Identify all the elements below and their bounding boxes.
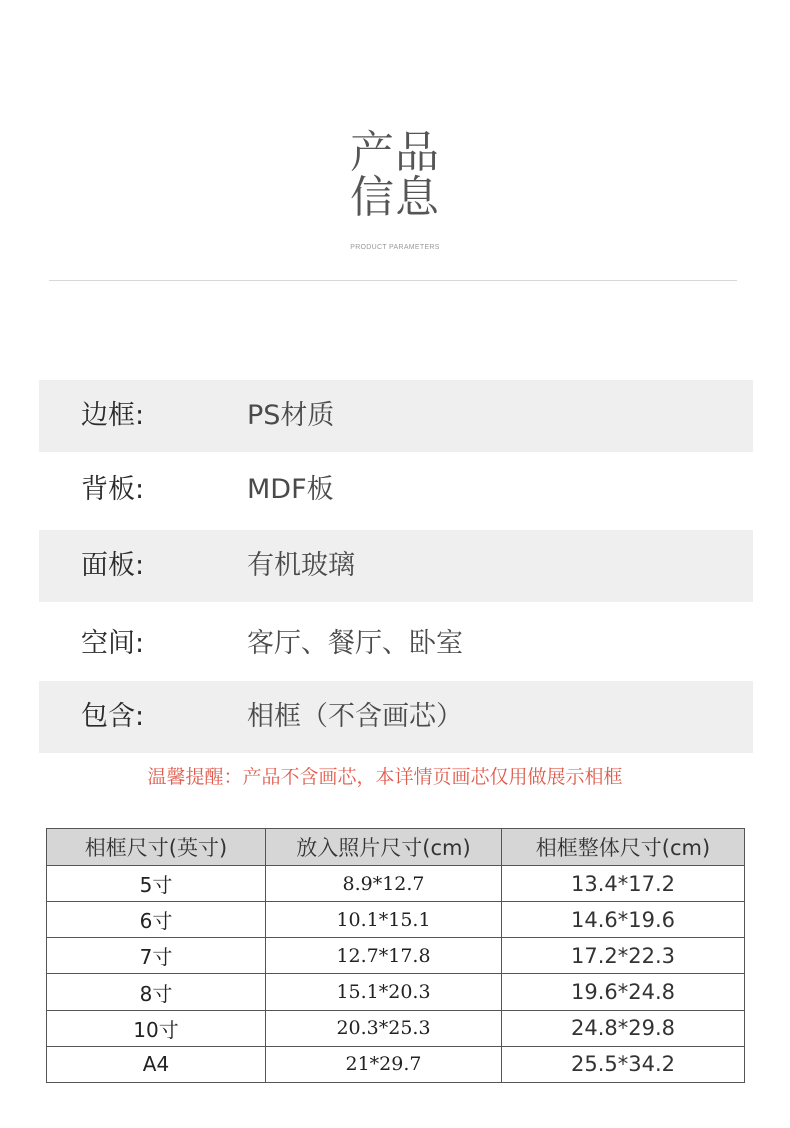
frame-size-cell: 24.8*29.8 (502, 1010, 745, 1046)
spec-value: 相框（不含画芯） (247, 701, 463, 732)
photo-size-cell: 12.7*17.8 (266, 938, 502, 974)
spec-value: 客厅、餐厅、卧室 (247, 628, 463, 659)
column-header: 放入照片尺寸(cm) (266, 829, 502, 866)
table-row (47, 938, 745, 974)
spec-label: 空间: (81, 628, 145, 659)
photo-size-cell: 10.1*15.1 (266, 902, 502, 938)
reminder-note: 温馨提醒：产品不含画芯，本详情页画芯仅用做展示相框 (147, 766, 623, 788)
frame-size-cell: 14.6*19.6 (502, 902, 745, 938)
table-row (47, 974, 745, 1010)
spec-row-space (39, 608, 753, 680)
spec-row-backboard (39, 454, 753, 526)
table-row (47, 1046, 745, 1082)
frame-size-cell: 13.4*17.2 (502, 866, 745, 902)
spec-label: 背板: (81, 474, 145, 505)
frame-size-cell: 19.6*24.8 (502, 974, 745, 1010)
photo-size-cell: 8.9*12.7 (266, 866, 502, 902)
header-divider (49, 280, 737, 281)
column-header: 相框尺寸(英寸) (47, 829, 266, 866)
column-header: 相框整体尺寸(cm) (502, 829, 745, 866)
spec-value: MDF板 (247, 474, 334, 505)
frame-size-cell: 25.5*34.2 (502, 1046, 745, 1082)
size-cell: 6寸 (47, 902, 266, 938)
spec-row-panel (39, 530, 753, 602)
page-subtitle: PRODUCT PARAMETERS (350, 244, 440, 251)
size-cell: A4 (47, 1046, 266, 1082)
spec-label: 面板: (81, 550, 145, 581)
size-cell: 8寸 (47, 974, 266, 1010)
table-row (47, 866, 745, 902)
table-row (47, 1010, 745, 1046)
table-row (47, 902, 745, 938)
photo-size-cell: 15.1*20.3 (266, 974, 502, 1010)
spec-value: PS材质 (247, 400, 335, 431)
page-title-line-1: 产品 (350, 127, 440, 178)
spec-row-includes (39, 681, 753, 753)
spec-value: 有机玻璃 (247, 550, 355, 581)
spec-label: 边框: (81, 400, 145, 431)
photo-size-cell: 20.3*25.3 (266, 1010, 502, 1046)
size-cell: 10寸 (47, 1010, 266, 1046)
spec-label: 包含: (81, 701, 145, 732)
size-cell: 5寸 (47, 866, 266, 902)
frame-size-cell: 17.2*22.3 (502, 938, 745, 974)
size-cell: 7寸 (47, 938, 266, 974)
table-header-row (47, 829, 745, 866)
page-title-line-2: 信息 (350, 172, 440, 223)
spec-row-frame (39, 380, 753, 452)
photo-size-cell: 21*29.7 (266, 1046, 502, 1082)
size-table (46, 828, 745, 1083)
